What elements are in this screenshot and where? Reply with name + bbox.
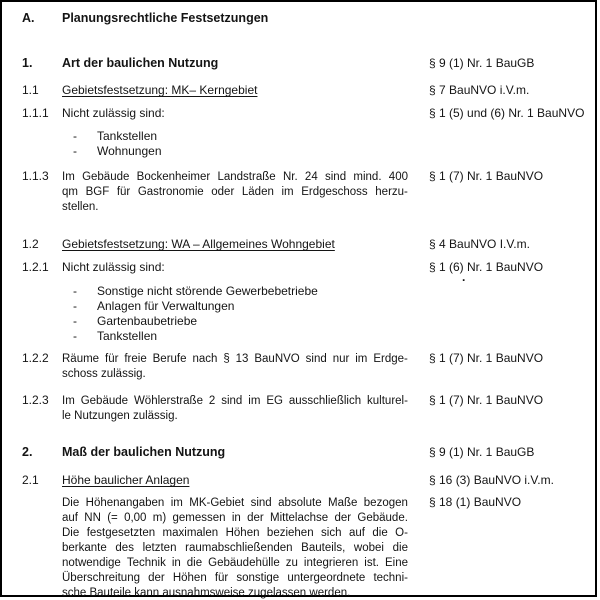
- section-2-row: [22, 446, 592, 459]
- clause-number: 1.1: [22, 83, 39, 97]
- clause-number: 1.1.3: [22, 169, 49, 183]
- section-a-row: [22, 12, 592, 25]
- list-item-label: Gartenbaubetriebe: [97, 314, 198, 328]
- dash-bullet-icon: -: [73, 299, 77, 313]
- clause-paragraph: [62, 394, 408, 424]
- list-item: [62, 314, 408, 329]
- clause-number: 2.: [22, 445, 33, 459]
- clause-heading: Gebietsfestsetzung: WA – Allgemeines Wohngebiet: [62, 237, 335, 251]
- clause-1-2-row: [22, 238, 592, 251]
- list-item-label: Sonstige nicht störende Gewerbebetriebe: [97, 284, 318, 298]
- clause-1-1-row: [22, 84, 592, 97]
- dash-bullet-icon: -: [73, 144, 77, 158]
- section-title: Art der baulichen Nutzung: [62, 56, 219, 70]
- legal-ref: § 1 (7) Nr. 1 BauNVO: [429, 169, 544, 183]
- clause-heading: Gebietsfestsetzung: MK– Kerngebiet: [62, 83, 258, 97]
- list-item: [62, 284, 408, 299]
- section-1-row: [22, 57, 592, 70]
- clause-paragraph: [62, 496, 408, 600]
- paragraph-line: sche Bauteile kann ausnahmsweise zugelassen werden.: [62, 587, 351, 599]
- exclusion-list-1: [22, 129, 592, 159]
- paragraph-line: Die festgesetzten maximalen Höhen beziehen sich auf die O-: [62, 527, 408, 539]
- paragraph-line: berkante des letzten raumabschließenden Bauteils, wobei die: [62, 542, 408, 554]
- clause-number: A.: [22, 11, 35, 25]
- legal-ref: § 1 (7) Nr. 1 BauNVO: [429, 351, 544, 365]
- clause-text: Nicht zulässig sind:: [62, 106, 165, 120]
- paragraph-line: auf NN (= 0,00 m) gemessen in der Mittelachse der Gebäude.: [62, 512, 408, 524]
- stray-scan-dot: .: [462, 270, 466, 284]
- legal-ref: § 9 (1) Nr. 1 BauGB: [429, 445, 535, 459]
- list-item-label: Anlagen für Verwaltungen: [97, 299, 235, 313]
- clause-1-1-3-row: [22, 170, 592, 215]
- paragraph-line: Überschreitung der Höhen für sonstige untergeordnete techni-: [62, 572, 408, 584]
- dash-bullet-icon: -: [73, 314, 77, 328]
- section-title: Maß der baulichen Nutzung: [62, 445, 226, 459]
- paragraph-line: schoss zulässig.: [62, 368, 146, 380]
- clause-number: 1.2.2: [22, 351, 49, 365]
- legal-ref: § 16 (3) BauNVO i.V.m.: [429, 473, 554, 487]
- clause-number: 1.2: [22, 237, 39, 251]
- legal-ref: § 1 (5) und (6) Nr. 1 BauNVO: [429, 106, 585, 120]
- dash-bullet-icon: -: [73, 329, 77, 343]
- legal-ref: § 4 BauNVO I.V.m.: [429, 237, 530, 251]
- clause-text: Nicht zulässig sind:: [62, 260, 165, 274]
- clause-2-1-row: [22, 474, 592, 487]
- clause-2-1-paragraph-row: [22, 496, 592, 600]
- clause-1-2-2-row: [22, 352, 592, 382]
- paragraph-line: Räume für freie Berufe nach § 13 BauNVO sind nur im Erdge-: [62, 353, 408, 365]
- dash-bullet-icon: -: [73, 284, 77, 298]
- clause-1-2-1-row: [22, 261, 592, 274]
- list-item: [62, 329, 408, 344]
- clause-number: 1.1.1: [22, 106, 49, 120]
- paragraph-line: Im Gebäude Bockenheimer Landstraße Nr. 24 sind mind. 400: [62, 171, 408, 183]
- paragraph-line: Im Gebäude Wöhlerstraße 2 sind im EG ausschließlich kulturel-: [62, 395, 408, 407]
- list-item-label: Tankstellen: [97, 329, 158, 343]
- clause-number: 2.1: [22, 473, 39, 487]
- clause-number: 1.2.1: [22, 260, 49, 274]
- legal-ref: § 7 BauNVO i.V.m.: [429, 83, 530, 97]
- clause-number: 1.: [22, 56, 33, 70]
- clause-1-1-1-row: [22, 107, 592, 120]
- list-item: [62, 129, 408, 144]
- list-item: [62, 144, 408, 159]
- legal-ref: § 18 (1) BauNVO: [429, 495, 522, 509]
- legal-ref: § 9 (1) Nr. 1 BauGB: [429, 56, 535, 70]
- clause-heading: Höhe baulicher Anlagen: [62, 473, 190, 487]
- clause-number: 1.2.3: [22, 393, 49, 407]
- paragraph-line: qm BGF für Gastronomie oder Läden im Erdgeschoss herzu-: [62, 186, 408, 198]
- list-item-label: Tankstellen: [97, 129, 158, 143]
- paragraph-line: Die Höhenangaben im MK-Gebiet sind absolute Maße bezogen: [62, 497, 408, 509]
- paragraph-line: notwendige Technik in die Gebäudehülle zu integrieren ist. Eine: [62, 557, 408, 569]
- clause-1-2-3-row: [22, 394, 592, 424]
- section-title: Planungsrechtliche Festsetzungen: [62, 11, 269, 25]
- dash-bullet-icon: -: [73, 129, 77, 143]
- list-item-label: Wohnungen: [97, 144, 162, 158]
- legal-ref: § 1 (6) Nr. 1 BauNVO: [429, 260, 544, 274]
- legal-ref: § 1 (7) Nr. 1 BauNVO: [429, 393, 544, 407]
- list-item: [62, 299, 408, 314]
- paragraph-line: stellen.: [62, 201, 99, 213]
- paragraph-line: le Nutzungen zulässig.: [62, 410, 178, 422]
- exclusion-list-2: [22, 284, 592, 344]
- clause-paragraph: [62, 170, 408, 215]
- clause-paragraph: [62, 352, 408, 382]
